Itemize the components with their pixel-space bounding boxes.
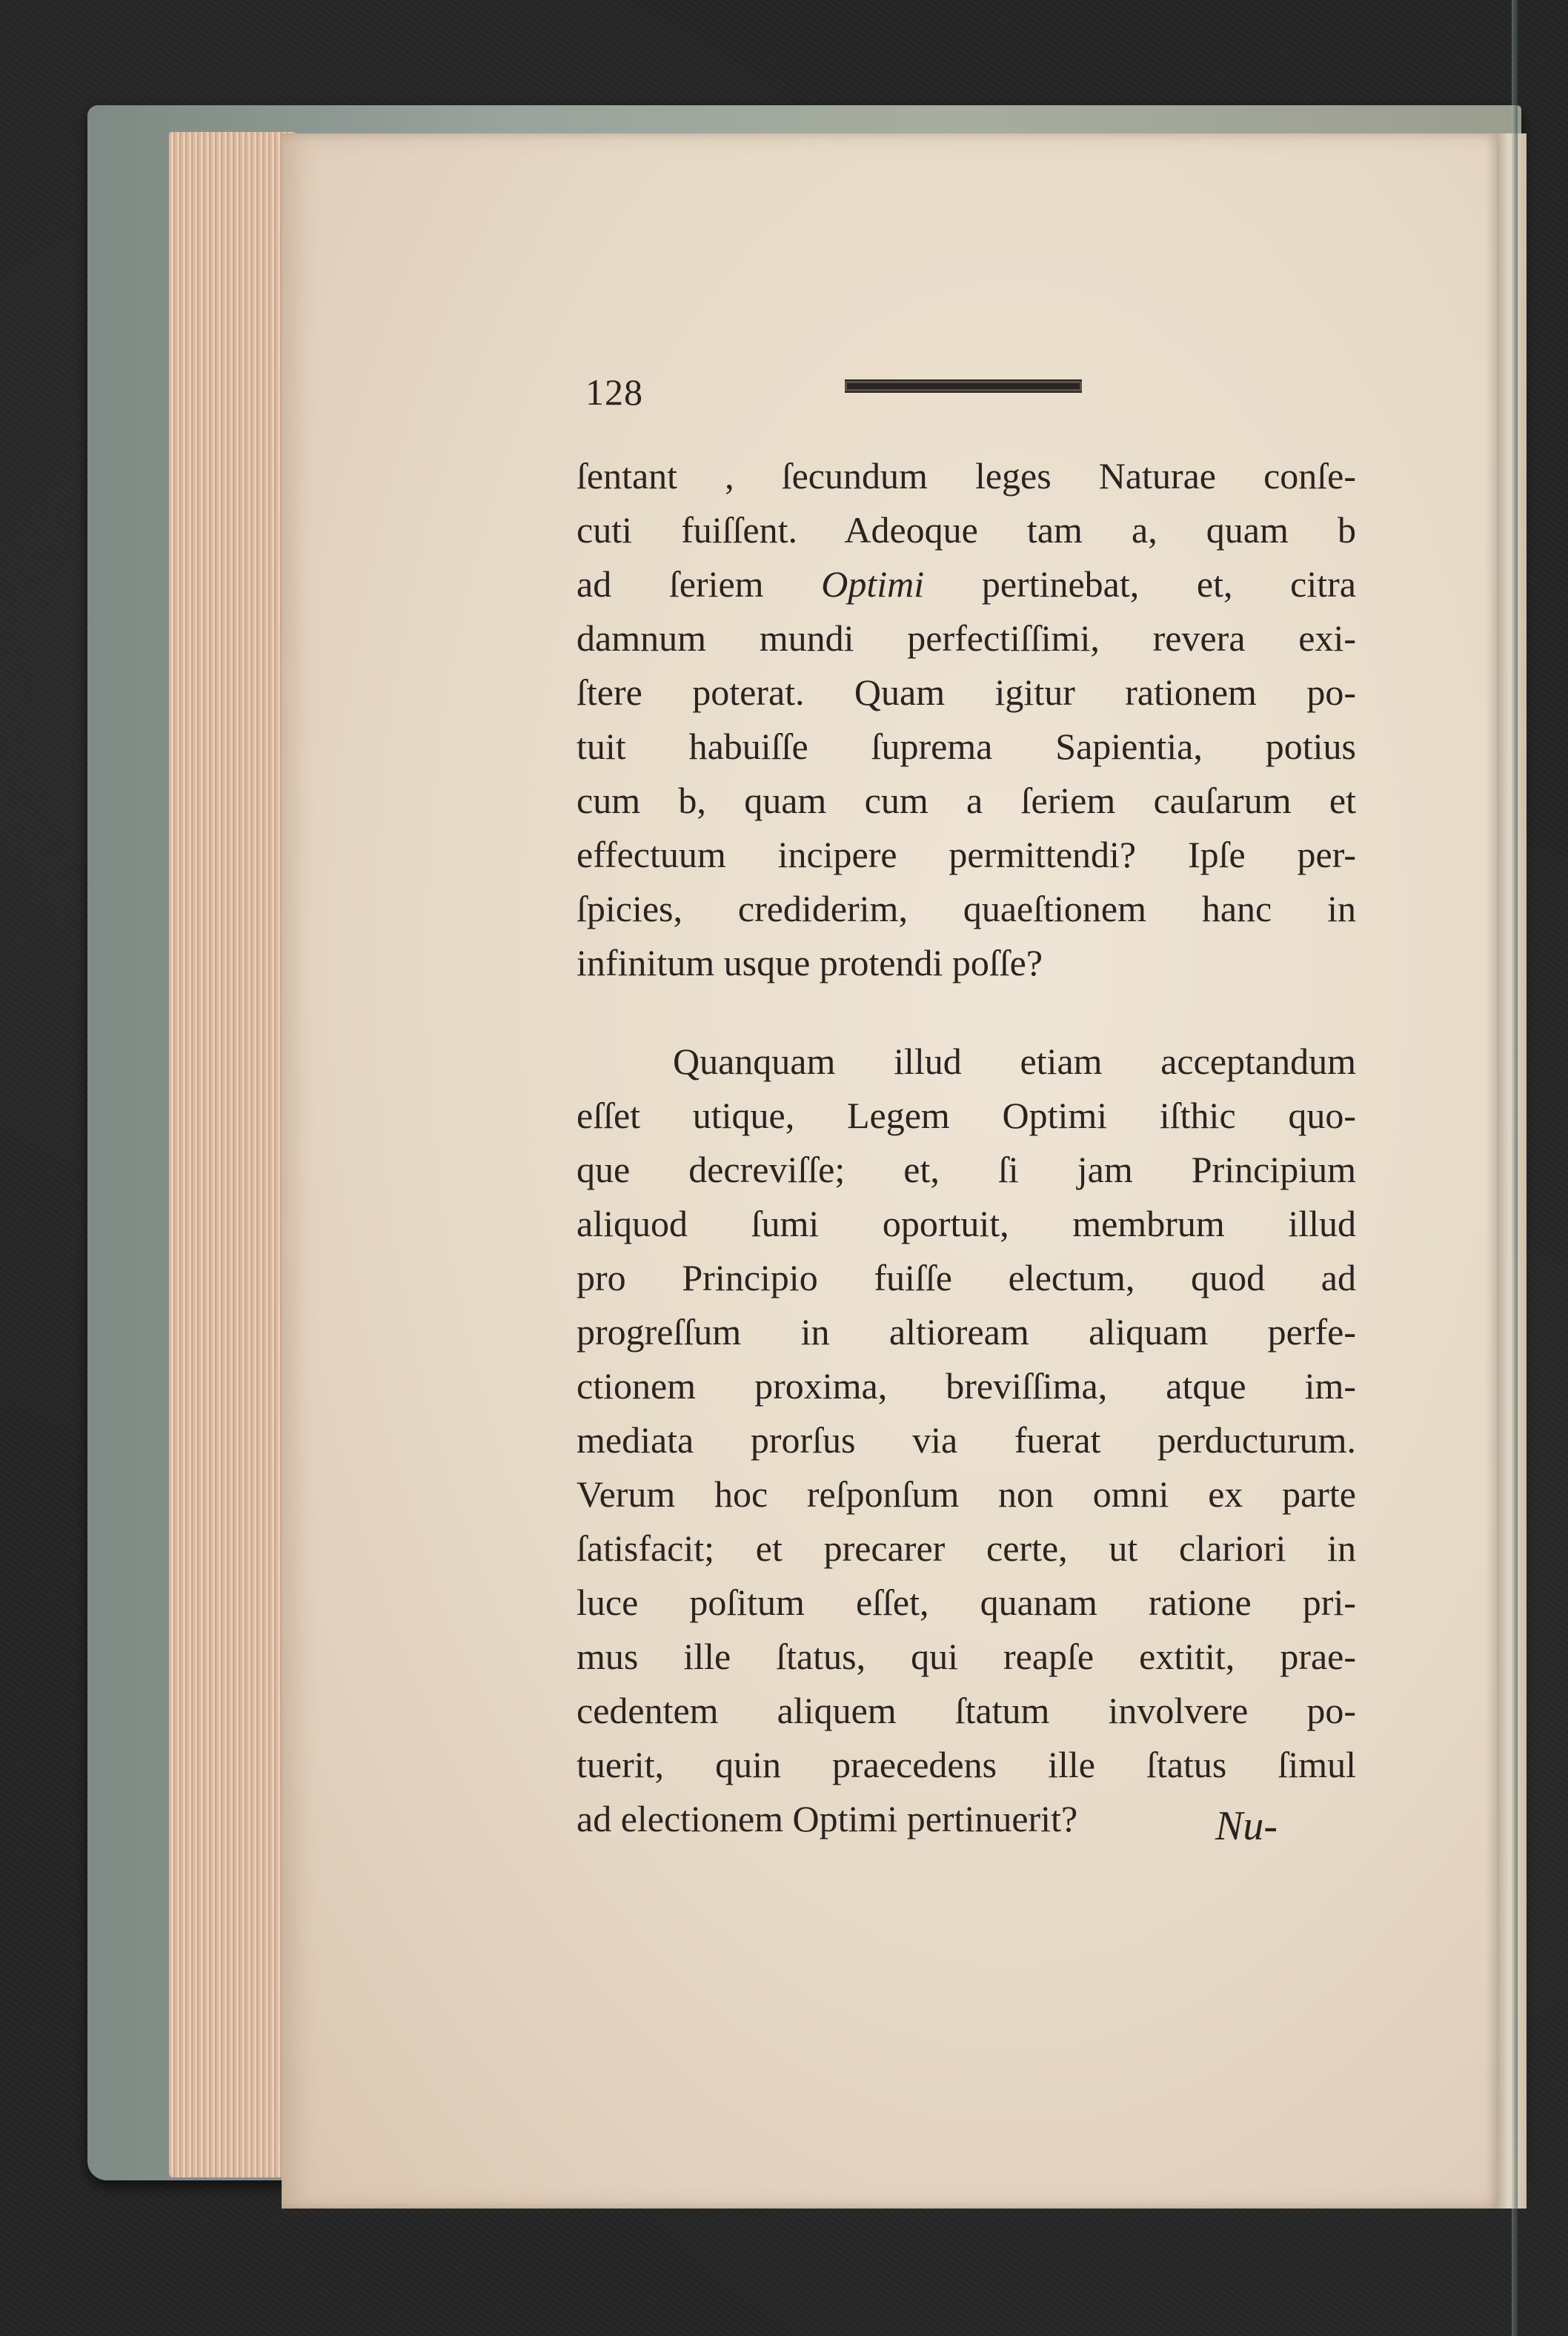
text-line: cuti fuiſſent. Adeoque tam a, quam b [577, 509, 1356, 551]
text-line: ſpicies, crediderim, quaeſtionem hanc in [577, 888, 1356, 929]
text-line: ad electionem Optimi pertinuerit? [577, 1798, 1078, 1839]
catchword: Nu- [1215, 1803, 1278, 1849]
text-line: cedentem aliquem ſtatum involvere po- [577, 1690, 1356, 1731]
body-text [577, 449, 1356, 1846]
text-line: tuit habuiſſe ſuprema Sapientia, potius [577, 726, 1356, 767]
text-line: infinitum usque protendi poſſe? [577, 942, 1043, 983]
glass-plate-edge [1512, 0, 1518, 2336]
text-line: effectuum incipere permittendi? Ipſe per- [577, 834, 1356, 875]
text-line: progreſſum in altioream aliquam perfe- [577, 1311, 1356, 1353]
text-line: luce poſitum eſſet, quanam ratione pri- [577, 1582, 1356, 1623]
text-line: eſſet utique, Legem Optimi iſthic quo- [577, 1095, 1356, 1136]
paragraph-2 [577, 1035, 1356, 1846]
header-rule [845, 379, 1082, 393]
text-line: mediata prorſus via fuerat perducturum. [577, 1419, 1356, 1461]
page-number: 128 [585, 371, 643, 413]
text-line: que decreviſſe; et, ſi jam Principium [577, 1149, 1356, 1190]
text-segment: pertinebat, et, citra [924, 563, 1357, 605]
italic-word: Optimi [821, 563, 925, 605]
text-line: ſtere poterat. Quam igitur rationem po- [577, 671, 1356, 713]
text-line: pro Principio fuiſſe electum, quod ad [577, 1257, 1356, 1298]
text-line: ctionem proxima, breviſſima, atque im- [577, 1365, 1356, 1407]
text-line: tuerit, quin praecedens ille ſtatus ſimul [577, 1744, 1356, 1785]
text-line: ſentant , ſecundum leges Naturae conſe- [577, 455, 1356, 497]
text-line: Verum hoc reſponſum non omni ex parte [577, 1473, 1356, 1515]
text-line: aliquod ſumi oportuit, membrum illud [577, 1203, 1356, 1244]
text-line: mus ille ſtatus, qui reapſe extitit, prae- [577, 1636, 1356, 1677]
page-stack-edge [169, 132, 295, 2177]
text-line: Quanquam illud etiam acceptandum [673, 1041, 1356, 1082]
paragraph-1 [577, 449, 1356, 990]
text-segment: ad ſeriem [577, 563, 822, 605]
paragraph-gap [577, 990, 1356, 1035]
text-line: damnum mundi perfectiſſimi, revera exi- [577, 617, 1356, 659]
text-line [577, 557, 1356, 611]
text-line: cum b, quam cum a ſeriem cauſarum et [577, 780, 1356, 821]
text-line: ſatisfacit; et precarer certe, ut clariori in [577, 1527, 1356, 1569]
